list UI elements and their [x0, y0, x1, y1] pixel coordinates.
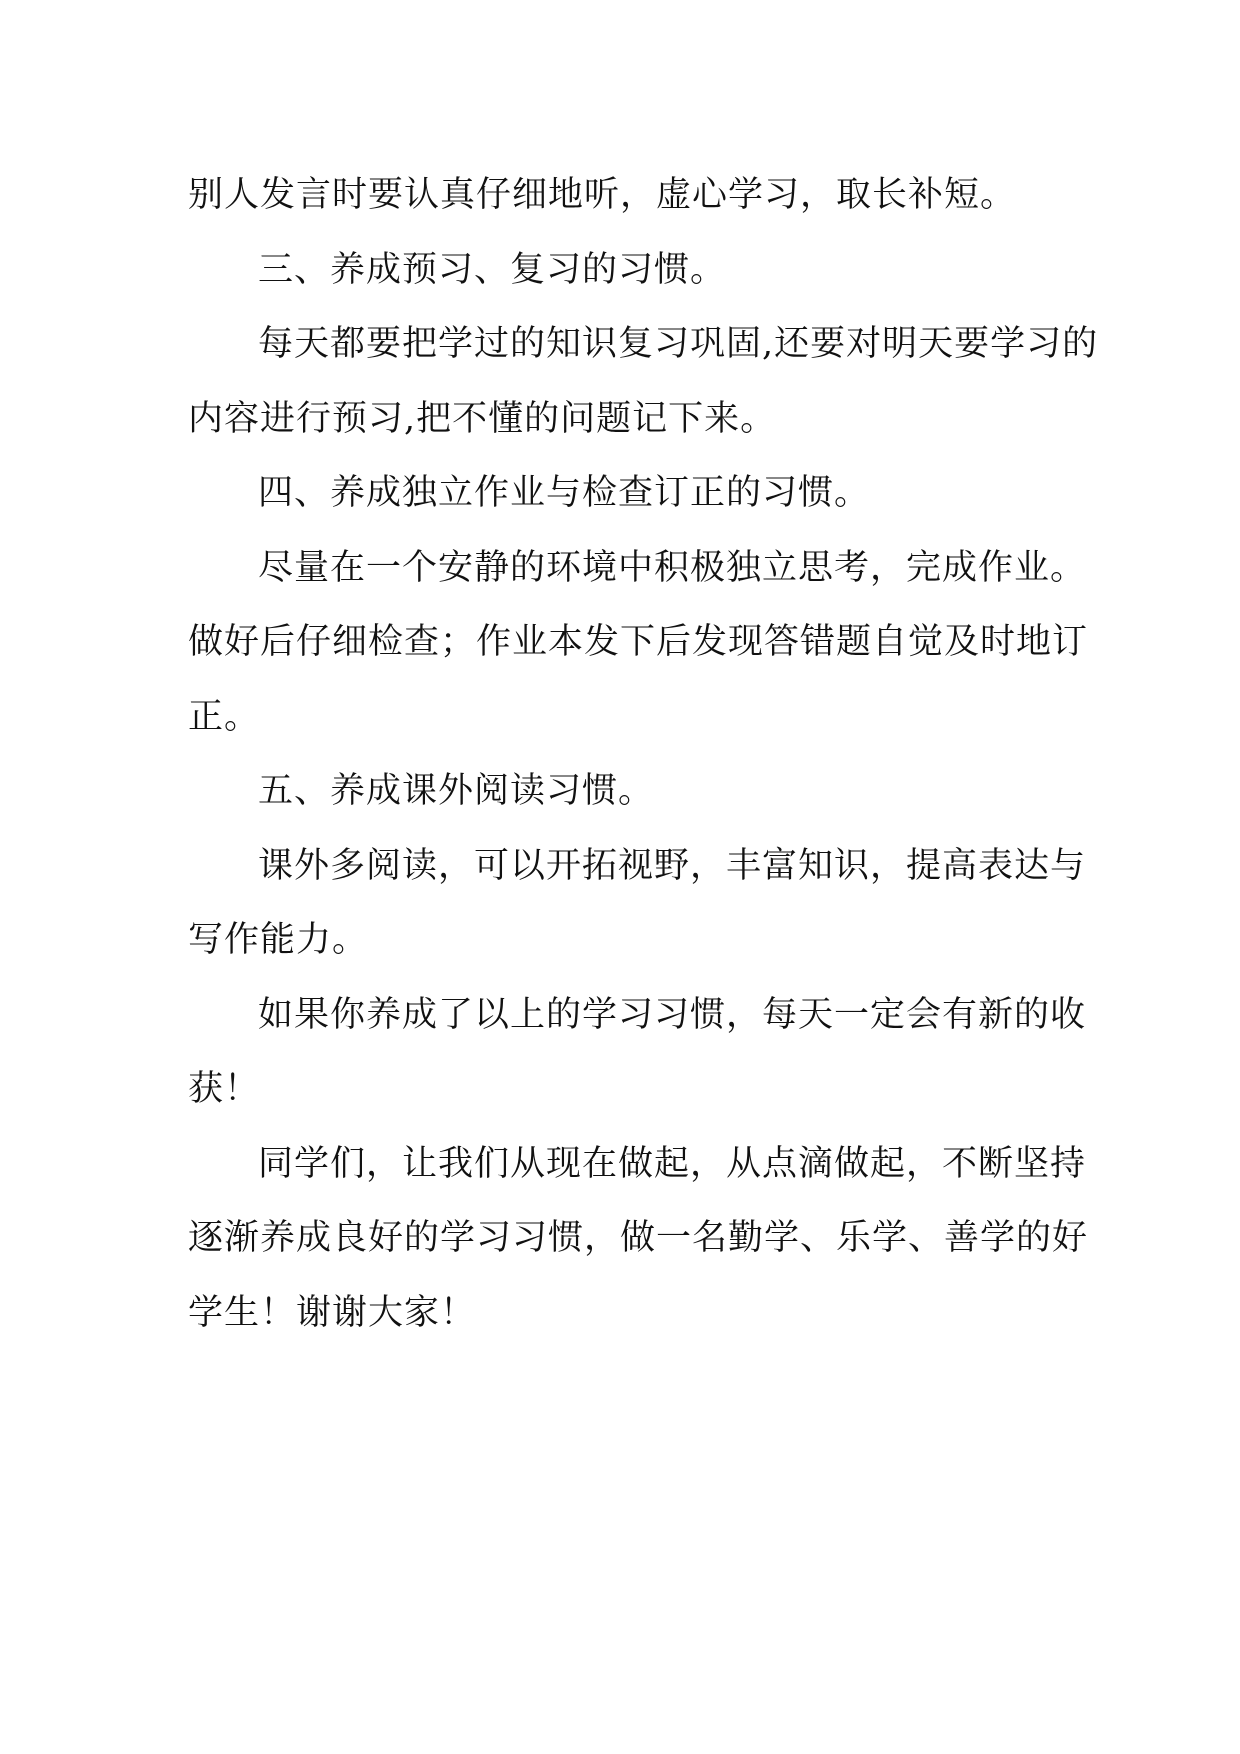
paragraph-line: 每天都要把学过的知识复习巩固,还要对明天要学习的: [258, 324, 1099, 364]
paragraph-line: 获！: [188, 1069, 261, 1109]
paragraph-line: 如果你养成了以上的学习习惯，每天一定会有新的收: [258, 994, 1087, 1035]
section-heading: 五、养成课外阅读习惯。: [258, 771, 655, 811]
paragraph-line: 正。: [188, 696, 261, 737]
paragraph-line: 写作能力。: [188, 920, 369, 960]
section-heading: 四、养成独立作业与检查订正的习惯。: [258, 473, 871, 513]
paragraph-line: 学生！谢谢大家！: [188, 1292, 477, 1333]
body-text: [188, 158, 1099, 1350]
paragraph-line: 逐渐养成良好的学习习惯，做一名勤学、乐学、善学的好: [188, 1218, 1089, 1258]
section-heading: 三、养成预习、复习的习惯。: [258, 249, 727, 290]
paragraph-line: 做好后仔细检查；作业本发下后发现答错题自觉及时地订: [188, 622, 1089, 662]
paragraph-line: 内容进行预习,把不懂的问题记下来。: [188, 398, 777, 439]
paragraph-line: 课外多阅读，可以开拓视野，丰富知识，提高表达与: [258, 845, 1087, 886]
paragraph-line: 尽量在一个安静的环境中积极独立思考，完成作业。: [258, 547, 1087, 588]
paragraph-line: 同学们，让我们从现在做起，从点滴做起，不断坚持: [258, 1143, 1087, 1184]
paragraph-line: 别人发言时要认真仔细地听，虚心学习，取长补短。: [188, 175, 1017, 215]
